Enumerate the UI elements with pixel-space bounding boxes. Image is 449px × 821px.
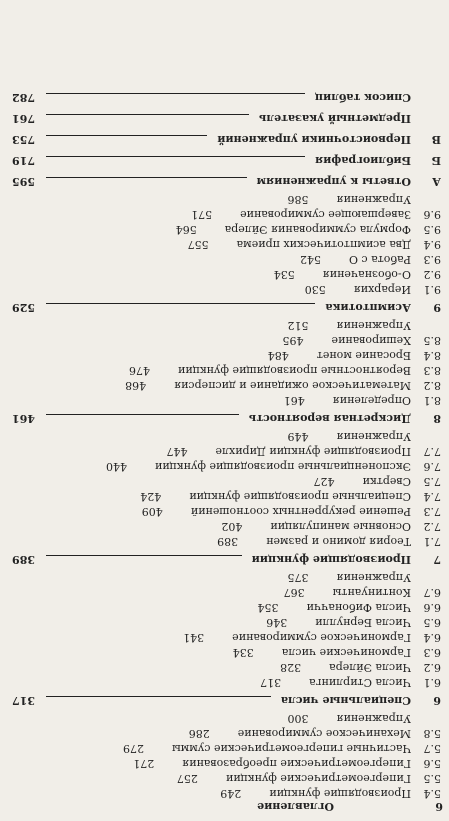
- toc-entry-number: 6.1: [423, 676, 441, 689]
- toc-entry-title: Гармоническое суммирование341: [183, 631, 411, 644]
- toc-entry-page: 367: [283, 586, 305, 599]
- toc-entry-page: 427: [313, 475, 335, 488]
- toc-entry-page: 346: [266, 616, 288, 629]
- toc-entry-page: 468: [125, 379, 147, 392]
- toc-entry-number: 6.6: [423, 601, 441, 614]
- toc-entry-page: 286: [188, 727, 210, 740]
- toc-entry-page: 257: [176, 772, 198, 785]
- toc-entry-title: Упражнения512: [287, 319, 411, 332]
- toc-entry-title: Определения461: [283, 394, 411, 407]
- toc-entry-title: Механическое суммирование286: [188, 727, 411, 740]
- toc-entry-page: 564: [175, 223, 197, 236]
- toc-section-row: [6, 348, 441, 363]
- toc-entry-title: Иерархия530: [304, 283, 411, 296]
- toc-section-row: [6, 489, 441, 504]
- toc-entry-page: 557: [187, 238, 209, 251]
- toc-entry-number: 9.5: [423, 223, 441, 236]
- toc-entry-title: Упражнения375: [287, 571, 411, 584]
- toc-entry-page: 782: [12, 91, 35, 104]
- toc-entry-title: Математическое ожидание и дисперсия468: [125, 379, 411, 392]
- toc-entry-number: 5.8: [423, 727, 441, 740]
- toc-entry-title: Экспоненциальные производящие функции440: [105, 460, 411, 473]
- toc-entry-title: Числа Фибоначчи354: [257, 601, 411, 614]
- toc-entry-title: Континуанты367: [283, 586, 411, 599]
- toc-entry-title: O-обозначения534: [273, 268, 411, 281]
- toc-entry-title: Производящие функции Дирихле447: [166, 445, 411, 458]
- toc-entry-number: 5.4: [423, 787, 441, 800]
- toc-entry-title: Теория домино и размен389: [217, 535, 411, 548]
- toc-exercises-row: [6, 429, 441, 444]
- toc-entry-number: 7: [433, 553, 441, 566]
- toc-entry-number: 8.1: [423, 394, 441, 407]
- toc-entry-title: Упражнения449: [287, 430, 411, 443]
- toc-section-row: [6, 585, 441, 600]
- toc-entry-page: 424: [140, 490, 162, 503]
- toc-entry-title: Производящие функции249: [220, 787, 411, 800]
- toc-entry-title: Формула суммирования Эйлера564: [175, 223, 411, 236]
- toc-entry-title: Упражнения300: [287, 712, 411, 725]
- toc-chapter-row: [6, 171, 441, 192]
- toc-section-row: [6, 282, 441, 297]
- toc-entry-title: Работа с O542: [299, 253, 411, 266]
- toc-section-row: [6, 630, 441, 645]
- toc-entry-number: 5.5: [423, 772, 441, 785]
- toc-entry-title: Гармонические числа334: [232, 646, 411, 659]
- toc-entry-number: 6.4: [423, 631, 441, 644]
- toc-entry-number: 6.5: [423, 616, 441, 629]
- toc-leader-rule: [46, 414, 239, 415]
- toc-entry-page: 461: [283, 394, 305, 407]
- toc-section-row: [6, 786, 441, 801]
- toc-entry-page: 249: [220, 787, 242, 800]
- toc-entry-number: 7.4: [423, 490, 441, 503]
- toc-entry-page: 375: [287, 571, 309, 584]
- toc-entry-page: 495: [282, 334, 304, 347]
- toc-section-row: [6, 444, 441, 459]
- toc-entry-number: 6: [433, 694, 441, 707]
- toc-entry-page: 449: [287, 430, 309, 443]
- toc-entry-number: 7.3: [423, 505, 441, 518]
- toc-entry-page: 476: [128, 364, 150, 377]
- toc-section-row: [6, 237, 441, 252]
- toc-entry-page: 409: [141, 505, 163, 518]
- toc-entry-page: 389: [12, 553, 35, 566]
- toc-entry-number: 5.6: [423, 757, 441, 770]
- toc-entry-title: Дискретная вероятность: [248, 412, 411, 425]
- toc-leader-rule: [46, 135, 207, 136]
- toc-entry-number: 8.4: [423, 349, 441, 362]
- toc-leader-rule: [46, 177, 247, 178]
- toc-section-row: [6, 519, 441, 534]
- toc-entry-page: 534: [273, 268, 295, 281]
- toc-entry-page: 484: [267, 349, 289, 362]
- toc-entry-page: 530: [304, 283, 326, 296]
- toc-entry-title: Производящие функции: [251, 553, 411, 566]
- toc-exercises-row: [6, 711, 441, 726]
- toc-section-row: [6, 393, 441, 408]
- toc-chapter-row: [6, 150, 441, 171]
- toc-entry-title: Основные манипуляции402: [221, 520, 411, 533]
- toc-leader-rule: [46, 156, 305, 157]
- toc-section-row: [6, 252, 441, 267]
- toc-entry-title: Ответы к упражнениям: [256, 175, 411, 188]
- toc-chapter-row: [6, 108, 441, 129]
- toc-entry-title: Завершающее суммирование571: [191, 208, 411, 221]
- toc-entry-number: 7.1: [423, 535, 441, 548]
- toc-section-row: [6, 726, 441, 741]
- toc-entry-page: 317: [12, 694, 35, 707]
- toc-entry-page: 279: [122, 742, 144, 755]
- toc-entry-number: Б: [431, 154, 441, 167]
- toc-section-row: [6, 363, 441, 378]
- toc-entry-title: Хеширование495: [282, 334, 411, 347]
- toc-entry-number: 9.1: [423, 283, 441, 296]
- toc-section-row: [6, 504, 441, 519]
- toc-entry-title: Список таблиц: [314, 91, 411, 104]
- toc-exercises-row: [6, 570, 441, 585]
- toc-entry-title: Решение рекуррентных соотношений409: [141, 505, 411, 518]
- toc-entry-title: Бросание монет484: [267, 349, 411, 362]
- page-number: 6: [435, 800, 443, 813]
- toc-entry-title: Числа Бернулли346: [266, 616, 411, 629]
- toc-entry-page: 354: [257, 601, 279, 614]
- toc-entry-page: 317: [260, 676, 282, 689]
- toc-entry-title: Частичные гипергеометрические суммы279: [122, 742, 411, 755]
- toc-entry-number: 8.5: [423, 334, 441, 347]
- toc-entry-page: 271: [133, 757, 155, 770]
- toc-leader-rule: [46, 93, 305, 94]
- toc-entry-number: 9.6: [423, 208, 441, 221]
- toc-entry-page: 512: [287, 319, 309, 332]
- toc-entry-title: Числа Стирлинга317: [260, 676, 411, 689]
- running-title: Оглавление: [257, 800, 334, 813]
- toc-entry-number: 8.2: [423, 379, 441, 392]
- toc-section-row: [6, 333, 441, 348]
- toc-chapter-row: [6, 297, 441, 318]
- table-of-contents: [6, 87, 441, 801]
- toc-section-row: [6, 675, 441, 690]
- toc-section-row: [6, 771, 441, 786]
- toc-chapter-row: [6, 549, 441, 570]
- toc-entry-title: Вероятностные производящие функции476: [128, 364, 411, 377]
- toc-section-row: [6, 267, 441, 282]
- toc-entry-page: 529: [12, 301, 35, 314]
- toc-entry-page: 753: [12, 133, 35, 146]
- toc-section-row: [6, 534, 441, 549]
- toc-entry-number: 7.7: [423, 445, 441, 458]
- toc-entry-title: Библиография: [315, 154, 411, 167]
- toc-entry-number: 9.2: [423, 268, 441, 281]
- toc-entry-page: 461: [12, 412, 35, 425]
- toc-entry-title: Гипергеометрические преобразования271: [133, 757, 411, 770]
- toc-entry-title: Специальные числа: [280, 694, 411, 707]
- toc-entry-title: Специальные производящие функции424: [140, 490, 411, 503]
- toc-section-row: [6, 660, 441, 675]
- page-header: [0, 799, 449, 815]
- toc-entry-page: 389: [217, 535, 239, 548]
- toc-entry-number: 6.3: [423, 646, 441, 659]
- toc-entry-title: Два асимптотических приема557: [187, 238, 411, 251]
- toc-entry-title: Первоисточники упражнений: [217, 133, 411, 146]
- toc-entry-title: Асимптотика: [325, 301, 411, 314]
- toc-entry-page: 447: [166, 445, 188, 458]
- toc-entry-page: 334: [232, 646, 254, 659]
- toc-entry-number: 6.2: [423, 661, 441, 674]
- toc-leader-rule: [46, 114, 249, 115]
- toc-exercises-row: [6, 192, 441, 207]
- toc-entry-number: В: [431, 133, 441, 146]
- toc-section-row: [6, 756, 441, 771]
- toc-entry-number: 8.3: [423, 364, 441, 377]
- toc-entry-number: 8: [433, 412, 441, 425]
- toc-section-row: [6, 645, 441, 660]
- toc-entry-number: 7.6: [423, 460, 441, 473]
- toc-section-row: [6, 207, 441, 222]
- toc-entry-page: 402: [221, 520, 243, 533]
- toc-section-row: [6, 741, 441, 756]
- toc-entry-page: 440: [105, 460, 127, 473]
- toc-entry-page: 571: [191, 208, 213, 221]
- toc-leader-rule: [46, 696, 271, 697]
- toc-entry-number: 7.2: [423, 520, 441, 533]
- toc-chapter-row: [6, 87, 441, 108]
- toc-entry-page: 341: [183, 631, 205, 644]
- toc-entry-title: Свертки427: [313, 475, 411, 488]
- toc-chapter-row: [6, 408, 441, 429]
- toc-entry-title: Упражнения586: [287, 193, 411, 206]
- toc-entry-number: 9.4: [423, 238, 441, 251]
- toc-entry-number: 5.7: [423, 742, 441, 755]
- toc-entry-page: 595: [12, 175, 35, 188]
- toc-section-row: [6, 459, 441, 474]
- toc-entry-page: 586: [287, 193, 309, 206]
- toc-leader-rule: [46, 555, 242, 556]
- toc-entry-page: 761: [12, 112, 35, 125]
- toc-entry-number: 9.3: [423, 253, 441, 266]
- toc-chapter-row: [6, 129, 441, 150]
- toc-section-row: [6, 378, 441, 393]
- toc-entry-title: Предметный указатель: [258, 112, 411, 125]
- toc-entry-title: Числа Эйлера328: [280, 661, 411, 674]
- toc-leader-rule: [46, 303, 315, 304]
- toc-entry-number: 9: [433, 301, 441, 314]
- toc-entry-page: 300: [287, 712, 309, 725]
- toc-section-row: [6, 600, 441, 615]
- toc-entry-page: 719: [12, 154, 35, 167]
- toc-chapter-row: [6, 690, 441, 711]
- toc-section-row: [6, 474, 441, 489]
- toc-entry-number: 6.7: [423, 586, 441, 599]
- toc-entry-page: 328: [280, 661, 302, 674]
- toc-section-row: [6, 222, 441, 237]
- toc-exercises-row: [6, 318, 441, 333]
- toc-entry-title: Гипергеометрические функции257: [176, 772, 411, 785]
- toc-entry-page: 542: [299, 253, 321, 266]
- toc-entry-number: А: [432, 175, 441, 188]
- toc-section-row: [6, 615, 441, 630]
- toc-entry-number: 7.5: [423, 475, 441, 488]
